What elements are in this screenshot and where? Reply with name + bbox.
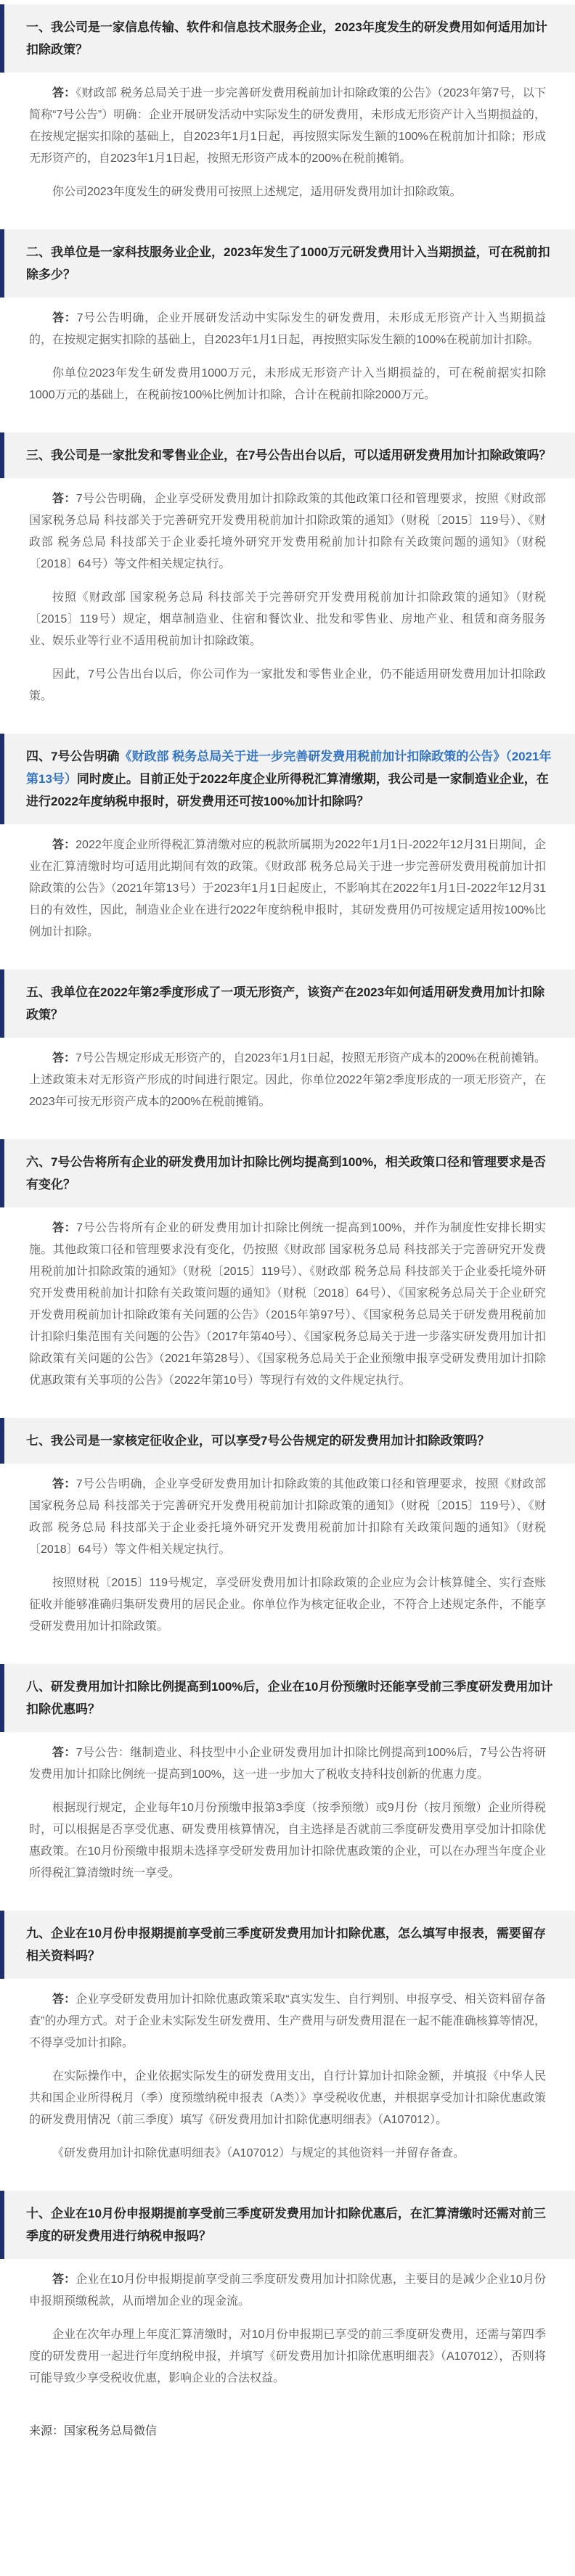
answer-label: 答： xyxy=(52,2273,76,2286)
question-heading: 三、我公司是一家批发和零售业企业，在7号公告出台以后，可以适用研发费用加计扣除政策吗？ xyxy=(0,432,575,478)
answer-label: 答： xyxy=(52,1052,76,1065)
answer-body xyxy=(0,1207,575,1408)
answer-paragraph xyxy=(29,1218,546,1392)
answer-label: 答： xyxy=(52,1222,77,1234)
qa-item-8 xyxy=(0,1664,575,1900)
answer-text: 《财政部 税务总局关于进一步完善研发费用税前加计扣除政策的公告》（2023年第7号，以下简称“7号公告”）明确：企业开展研发活动中实际发生的研发费用，未形成无形资产计入当期损益的，在按规定据实扣除的基础上，自2023年1月1日起，再按照实际发生额的100%在税前加计扣除；形成无形资产的，自2023年1月1日起，按照无形资产成本的200%在税前摊销。 xyxy=(29,87,546,165)
answer-paragraph: 根据现行规定，企业每年10月份预缴申报第3季度（按季预缴）或9月份（按月预缴）企业所得税时，可以根据是否享受优惠、研发费用核算情况，自主选择是否就前三季度研发费用享受加计扣除优惠政策。在10月份预缴申报期未选择享受研发费用加计扣除优惠政策的企业，可以在办理当年度企业所得税汇算清缴时统一享受。 xyxy=(29,1802,546,1879)
answer-text: 企业享受研发费用加计扣除优惠政策采取“真实发生、自行判别、申报享受、相关资料留存备查”的办理方式。对于企业未实际发生研发费用、生产费用与研发费用混在一起不能准确核算等情况，不得享受加计扣除。 xyxy=(29,1993,546,2049)
answer-body xyxy=(0,1038,575,1129)
answer-label: 答： xyxy=(52,1993,76,2006)
source-credit: 来源：国家税务总局微信 xyxy=(29,2425,158,2437)
answer-label: 答： xyxy=(52,1478,76,1490)
answer-body xyxy=(0,2259,575,2405)
answer-label: 答： xyxy=(52,1747,76,1759)
qa-item-7 xyxy=(0,1418,575,1654)
answer-paragraph: 企业在次年办理上年度汇算清缴时，对10月份申报期已享受的前三季度研发费用，还需与第四季度的研发费用一起进行年度纳税申报，并填写《研发费用加计扣除优惠明细表》（A107012），否则将可能导致少享受税收优惠，影响企业的合法权益。 xyxy=(29,2329,546,2384)
answer-paragraph xyxy=(29,1048,546,1113)
answer-label: 答： xyxy=(52,493,76,505)
answer-paragraph: 按照《财政部 国家税务总局 科技部关于完善研究开发费用税前加计扣除政策的通知》（财税〔2015〕119号）规定，烟草制造业、住宿和餐饮业、批发和零售业、房地产业、租赁和商务服务业、娱乐业等行业不适用税前加计扣除政策。 xyxy=(29,591,546,647)
question-heading: 十、企业在10月份申报期提前享受前三季度研发费用加计扣除优惠后，在汇算清缴时还需对前三季度的研发费用进行纳税申报吗？ xyxy=(0,2191,575,2259)
answer-paragraph xyxy=(29,1742,546,1786)
answer-body xyxy=(0,824,575,959)
answer-text: 7号公告明确，企业享受研发费用加计扣除政策的其他政策口径和管理要求，按照《财政部 国家税务总局 科技部关于完善研究开发费用税前加计扣除政策的通知》（财税〔2015〕119号）、《财政部 税务总局 科技部关于企业委托境外研究开发费用税前加计扣除有关政策问题的通知》（财税〔2018〕64号）等文件相关规定执行。 xyxy=(29,1478,546,1556)
qa-item-3 xyxy=(0,432,575,723)
answer-paragraph xyxy=(29,308,546,351)
question-text: 同时废止。目前正处于2022年度企业所得税汇算清缴期，我公司是一家制造业企业，在进行2022年度纳税申报时，研发费用还可按100%加计扣除吗？ xyxy=(26,772,549,808)
answer-paragraph xyxy=(29,1989,546,2054)
answer-paragraph: 因此，7号公告出台以后，你公司作为一家批发和零售业企业，仍不能适用研发费用加计扣除政策。 xyxy=(29,668,546,702)
question-heading: 六、7号公告将所有企业的研发费用加计扣除比例均提高到100%，相关政策口径和管理要求是否有变化？ xyxy=(0,1139,575,1207)
answer-paragraph xyxy=(29,1474,546,1561)
answer-body xyxy=(0,478,575,723)
answer-text: 7号公告规定形成无形资产的，自2023年1月1日起，按照无形资产成本的200%在税前摊销。上述政策未对无形资产形成的时间进行限定。因此，你单位2022年第2季度形成的一项无形资产，在2023年可按无形资产成本的200%在税前摊销。 xyxy=(29,1052,546,1108)
answer-paragraph: 按照财税〔2015〕119号规定，享受研发费用加计扣除政策的企业应为会计核算健全、实行查账征收并能够准确归集研发费用的居民企业。你单位作为核定征收企业，不符合上述规定条件，不能享受研发费用加计扣除政策。 xyxy=(29,1577,546,1633)
answer-text: 7号公告明确，企业享受研发费用加计扣除政策的其他政策口径和管理要求，按照《财政部 国家税务总局 科技部关于完善研究开发费用税前加计扣除政策的通知》（财税〔2015〕119号）、《财政部 税务总局 科技部关于企业委托境外研究开发费用税前加计扣除有关政策问题的通知》（财税〔2018〕64号）等文件相关规定执行。 xyxy=(29,493,546,570)
answer-paragraph xyxy=(29,834,546,943)
question-heading xyxy=(0,734,575,824)
answer-body xyxy=(0,1464,575,1654)
qa-item-5 xyxy=(0,969,575,1129)
question-text: 四、7号公告明确 xyxy=(26,750,120,763)
answer-text: 2022年度企业所得税汇算清缴对应的税款所属期为2022年1月1日-2022年12月31日期间，企业在汇算清缴时均可适用此期间有效的政策。《财政部 税务总局关于进一步完善研发费用税前加计扣除政策的公告》（2021年第13号）于2023年1月1日起废止，不影响其在2022年1月1日-2022年12月31日的有效性，因此，制造业企业在进行2022年度纳税申报时，其研发费用仍可按规定适用按100%比例加计扣除。 xyxy=(29,839,546,938)
qa-item-4 xyxy=(0,734,575,959)
answer-text: 7号公告将所有企业的研发费用加计扣除比例统一提高到100%，并作为制度性安排长期实施。其他政策口径和管理要求没有变化，仍按照《财政部 国家税务总局 科技部关于完善研究开发费用税前加计扣除政策的通知》（财税〔2015〕119号）、《财政部 税务总局 科技部关于企业委托境外研究开发费用税前加计扣除有关政策问题的通知》（财税〔2018〕64号）、《国家税务总局关于企业研究开发费用税前加计扣除政策有关问题的公告》（2015年第97号）、《国家税务总局关于研发费用税前加计扣除归集范围有关问题的公告》（2017年第40号）、《国家税务总局关于进一步落实研发费用加计扣除政策有关问题的公告》（2021年第28号）、《国家税务总局关于企业预缴申报享受研发费用加计扣除优惠政策有关事项的公告》（2022年第10号）等现行有效的文件规定执行。 xyxy=(29,1222,546,1387)
answer-label: 答： xyxy=(52,312,77,324)
answer-paragraph: 在实际操作中，企业依据实际发生的研发费用支出，自行计算加计扣除金额，并填报《中华人民共和国企业所得税月（季）度预缴纳税申报表（A类）》享受税收优惠，并根据享受加计扣除优惠政策的研发费用情况（前三季度）填写《研发费用加计扣除优惠明细表》（A107012）。 xyxy=(29,2070,546,2126)
answer-text: 企业在10月份申报期提前享受前三季度研发费用加计扣除优惠，主要目的是减少企业10月份申报期预缴税款，从而增加企业的现金流。 xyxy=(29,2273,546,2308)
qa-item-2 xyxy=(0,229,575,422)
answer-paragraph: 你单位2023年发生研发费用1000万元，未形成无形资产计入当期损益的，可在税前据实扣除1000万元的基础上，在税前按100%比例加计扣除，合计在税前扣除2000万元。 xyxy=(29,367,546,401)
answer-label: 答： xyxy=(52,839,76,851)
answer-paragraph xyxy=(29,2269,546,2313)
answer-paragraph xyxy=(29,488,546,575)
policy-link[interactable]: 《财政部 税务总局关于进一步完善研发费用税前加计扣除政策的公告》（2021年第13号） xyxy=(26,750,552,786)
answer-text: 7号公告明确，企业开展研发活动中实际发生的研发费用，未形成无形资产计入当期损益的，在按规定据实扣除的基础上，自2023年1月1日起，再按照实际发生额的100%在税前加计扣除。 xyxy=(29,312,546,346)
question-heading: 八、研发费用加计扣除比例提高到100%后，企业在10月份预缴时还能享受前三季度研发费用加计扣除优惠吗？ xyxy=(0,1664,575,1732)
question-heading: 一、我公司是一家信息传输、软件和信息技术服务企业，2023年度发生的研发费用如何适用加计扣除政策？ xyxy=(0,4,575,73)
answer-paragraph: 你公司2023年度发生的研发费用可按照上述规定，适用研发费用加计扣除政策。 xyxy=(52,186,462,198)
answer-body xyxy=(0,1979,575,2181)
qa-item-6 xyxy=(0,1139,575,1408)
answer-body xyxy=(0,1732,575,1900)
qa-item-1 xyxy=(0,4,575,219)
question-heading: 九、企业在10月份申报期提前享受前三季度研发费用加计扣除优惠，怎么填写申报表，需要留存相关资料吗？ xyxy=(0,1911,575,1979)
answer-text: 7号公告：继制造业、科技型中小企业研发费用加计扣除比例提高到100%后，7号公告将研发费用加计扣除比例统一提高到100%，这一进一步加大了税收支持科技创新的优惠力度。 xyxy=(29,1747,546,1781)
question-heading: 二、我单位是一家科技服务业企业，2023年发生了1000万元研发费用计入当期损益，可在税前扣除多少？ xyxy=(0,229,575,298)
answer-body xyxy=(0,298,575,422)
qa-item-9 xyxy=(0,1911,575,2181)
qa-item-10 xyxy=(0,2191,575,2405)
answer-paragraph: 《研发费用加计扣除优惠明细表》（A107012）与规定的其他资料一并留存备查。 xyxy=(52,2147,465,2159)
question-heading: 七、我公司是一家核定征收企业，可以享受7号公告规定的研发费用加计扣除政策吗？ xyxy=(0,1418,575,1464)
answer-body xyxy=(0,73,575,219)
answer-paragraph xyxy=(29,83,546,170)
question-heading: 五、我单位在2022年第2季度形成了一项无形资产，该资产在2023年如何适用研发费用加计扣除政策？ xyxy=(0,969,575,1038)
answer-label: 答： xyxy=(52,87,76,99)
